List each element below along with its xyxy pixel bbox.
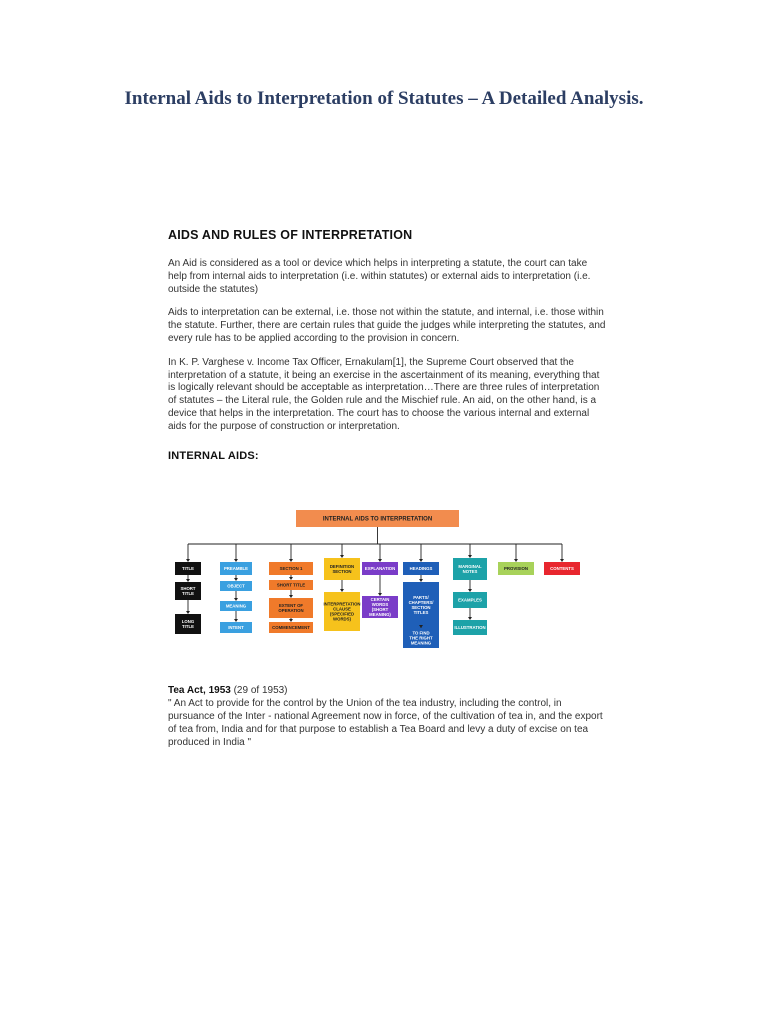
diagram-col-3-child-0-label: WORDS) (333, 616, 351, 622)
tea-act-name: Tea Act, 1953 (168, 685, 231, 696)
diagram-col-5-child-0-label: PARTS/ (413, 595, 429, 601)
diagram-col-5-child-0-label: SECTION (411, 605, 431, 611)
tea-act-title-line (168, 684, 608, 697)
diagram-col-3-child-0-label: INTERPRETATION (323, 601, 361, 607)
diagram-col-6-label: MARGINAL (458, 564, 482, 570)
diagram-col-0-label: TITLE (182, 566, 194, 572)
diagram-col-5-child-0-label: CHAPTERS/ (408, 600, 434, 606)
paragraph-aid-definition: An Aid is considered as a tool or device which helps in interpreting a statute, the court can take help from internal aids to interpretation (i.e. within statutes) or external aids to interpretation (i.e. outside the statutes) (168, 258, 591, 295)
diagram-col-0-child-0-arrow-head (186, 579, 190, 582)
internal-aids-heading: INTERNAL AIDS: (168, 449, 259, 462)
article-body (168, 228, 608, 462)
diagram-col-6-child-0-label: EXAMPLES (458, 597, 482, 603)
diagram-col-7-label: PROVISION (504, 566, 528, 572)
diagram-col-2-child-1-arrow-head (289, 595, 293, 598)
diagram-col-3-child-0-arrow-head (340, 589, 344, 592)
diagram-col-1-child-0-arrow-head (234, 578, 238, 581)
diagram-col-0-arrow-head (186, 559, 190, 562)
section-heading: AIDS AND RULES OF INTERPRETATION (168, 228, 413, 242)
diagram-col-6-child-1-label: ILLUSTRATION (454, 625, 486, 631)
diagram-col-5-child-0-label: TITLES (413, 610, 429, 616)
diagram-col-5-arrow-head (419, 559, 423, 562)
diagram-col-5-child-0-arrow-head (419, 579, 423, 582)
diagram-col-0-child-0-label: TITLE (182, 591, 194, 597)
diagram-col-3-label: DEFINITION (329, 564, 355, 570)
diagram-col-2-arrow-head (289, 559, 293, 562)
paragraph-aid-types: Aids to interpretation can be external, i.e. those not within the statute, and internal, i.e. those within the statute. Further, there are certain rules that guide the judges while interpreting the statutes, and every rule has to be applied according to the provision in concern. (168, 307, 606, 344)
diagram-col-4-child-0-label: WORDS (371, 602, 389, 608)
paragraph-case-law: In K. P. Varghese v. Income Tax Officer, Ernakulam[1], the Supreme Court observed that the interpretation of a statute, it being an exercise in the ascertainment of its meaning, everything that is logically relevant should be acceptable as interpretation…There are three rules of interpretation of statutes – the Literal rule, the Golden rule and the Mischief rule. An aid, on the other hand, is a device that helps in the interpretation. The court has to choose the various internal and external aids for the purpose of construction or interpretation. (168, 356, 600, 432)
diagram-col-2-child-0-label: SHORT TITLE (276, 582, 306, 588)
diagram-col-6-arrow-head (468, 555, 472, 558)
diagram-col-6-label: NOTES (462, 569, 478, 575)
tea-act-quote: " An Act to provide for the control by the Union of the tea industry, including the control, in pursuance of the Inter - national Agreement now in force, of the cultivation of tea in, and the export of tea from, India and for that purpose to establish a Tea Board and levy a duty of excise on tea produced in India " (168, 698, 603, 748)
diagram-col-1-child-0-label: OBJECT (227, 583, 245, 589)
diagram-col-1-label: PREAMBLE (223, 566, 249, 572)
diagram-col-2-label: SECTION 1 (279, 566, 303, 572)
diagram-col-3-child-0-label: (SPECIFIED (329, 611, 355, 617)
diagram-col-2-child-1-label: OPERATION (278, 608, 304, 614)
diagram-col-2-child-2-arrow-head (289, 619, 293, 622)
tea-act-section (168, 684, 608, 749)
diagram-col-3-arrow-head (340, 555, 344, 558)
diagram-col-3-label: SECTION (332, 569, 352, 575)
diagram-col-2-child-0-arrow-head (289, 577, 293, 580)
diagram-col-4-label: EXPLANATION (364, 566, 396, 572)
internal-aids-diagram (168, 506, 608, 651)
diagram-col-4-child-0-arrow-head (378, 593, 382, 596)
diagram-col-8-label: CONTENTS (550, 566, 574, 572)
diagram-col-1-child-1-label: MEANING (225, 603, 247, 609)
diagram-col-6-child-1-arrow-head (468, 617, 472, 620)
diagram-col-1-arrow-head (234, 559, 238, 562)
diagram-col-5-child-1-label: MEANING (410, 640, 432, 646)
diagram-root-label: INTERNAL AIDS TO INTERPRETATION (322, 516, 433, 523)
diagram-svg (168, 506, 608, 651)
tea-act-number: (29 of 1953) (230, 685, 288, 696)
page-title: Internal Aids to Interpretation of Statutes – A Detailed Analysis. (124, 88, 644, 109)
diagram-col-5-child-1-label: TO FIND (412, 630, 430, 636)
diagram-col-2-child-1-label: EXTENT OF (278, 603, 304, 609)
diagram-col-6-child-0-arrow-head (468, 589, 472, 592)
diagram-col-1-child-1-arrow-head (234, 598, 238, 601)
diagram-col-0-child-1-arrow-head (186, 611, 190, 614)
diagram-col-0-child-1-label: TITLE (182, 624, 194, 630)
diagram-col-0-child-1-label: LONG (181, 619, 195, 625)
diagram-col-3-child-0-label: CLAUSE (333, 606, 351, 612)
diagram-col-1-child-2-arrow-head (234, 619, 238, 622)
diagram-col-4-arrow-head (378, 559, 382, 562)
diagram-col-5-label: HEADINGS (409, 566, 433, 572)
diagram-col-0-child-0-label: SHORT (180, 586, 196, 592)
diagram-col-4-child-0-label: CERTAIN (370, 597, 390, 603)
diagram-col-5-child-1-label: THE RIGHT (409, 635, 433, 641)
diagram-col-4-child-0-label: MEANING) (369, 612, 391, 618)
diagram-col-1-child-2-label: INTENT (228, 625, 244, 631)
diagram-col-7-arrow-head (514, 559, 518, 562)
diagram-col-4-child-0-label: (SHORT (371, 607, 389, 613)
diagram-col-8-arrow-head (560, 559, 564, 562)
diagram-col-2-child-2-label: COMMENCEMENT (272, 625, 310, 631)
